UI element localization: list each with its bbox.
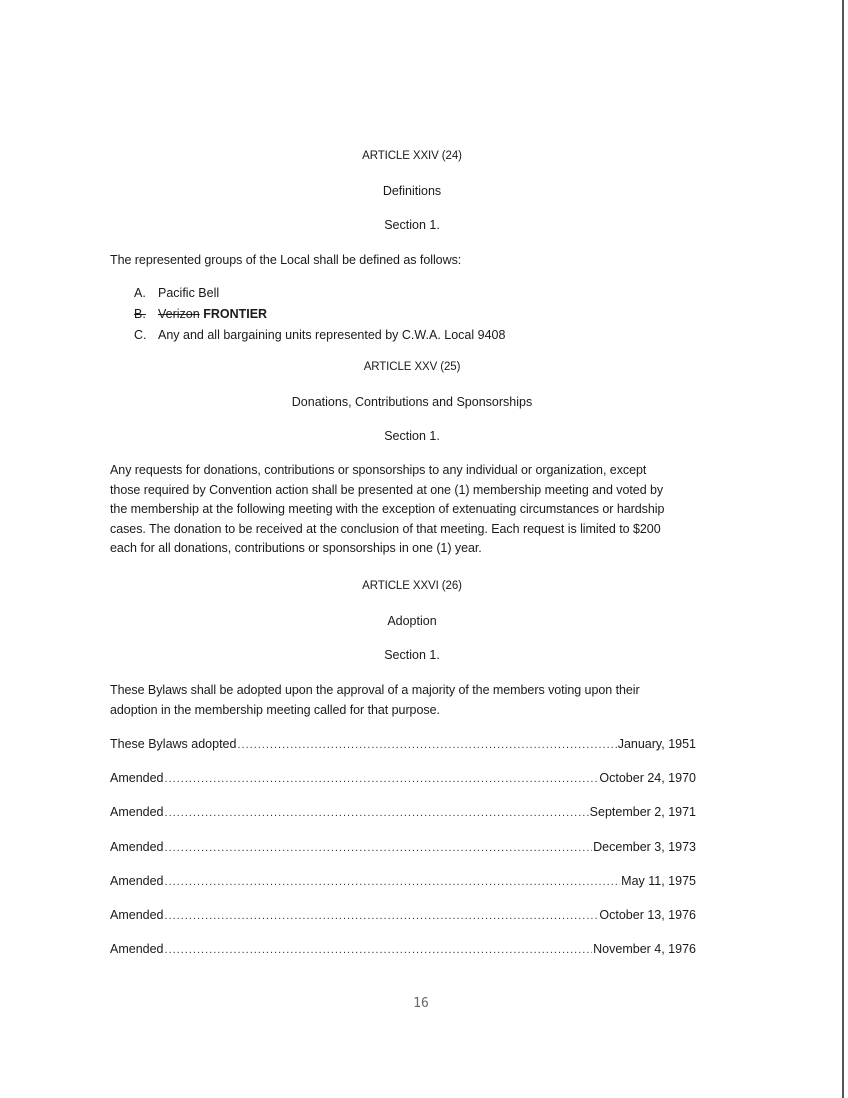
history-label: Amended	[110, 805, 164, 819]
history-label: These Bylaws adopted	[110, 737, 237, 751]
history-row	[110, 805, 696, 823]
struck-text: Verizon	[158, 307, 200, 321]
history-row	[110, 942, 696, 960]
article-24-title: Definitions	[382, 184, 442, 198]
history-label: Amended	[110, 874, 164, 888]
article-26-body	[110, 681, 720, 720]
dot-leader	[165, 842, 593, 854]
paragraph-line: cases. The donation to be received at the conclusion of that meeting. Each request is limited to $200	[110, 521, 661, 536]
paragraph-line: those required by Convention action shall be presented at one (1) membership meeting and voted by	[110, 482, 664, 497]
page-number: 16	[413, 996, 429, 1011]
article-24-section: Section 1.	[384, 218, 440, 232]
article-26-title: Adoption	[387, 614, 437, 628]
dot-leader	[165, 876, 621, 888]
history-date: January, 1951	[617, 737, 696, 751]
history-date: October 13, 1976	[599, 908, 696, 922]
paragraph-line: These Bylaws shall be adopted upon the approval of a majority of the members voting upon their	[110, 683, 640, 697]
list-item-c	[134, 328, 505, 342]
article-25-heading: ARTICLE XXV (25)	[363, 361, 461, 373]
paragraph-line: each for all donations, contributions or sponsorships in one (1) year.	[110, 541, 482, 555]
history-label: Amended	[110, 908, 164, 922]
history-date: October 24, 1970	[599, 771, 696, 785]
article-25-body	[110, 461, 720, 559]
dot-leader	[165, 807, 589, 819]
history-row	[110, 840, 696, 858]
article-25-section: Section 1.	[384, 429, 440, 443]
list-text: Any and all bargaining units represented by C.W.A. Local 9408	[158, 328, 506, 342]
paragraph-line: Any requests for donations, contributions or sponsorships to any individual or organization, except	[110, 463, 647, 477]
history-label: Amended	[110, 771, 164, 785]
history-label: Amended	[110, 840, 164, 854]
page-edge-divider	[842, 0, 844, 1098]
paragraph-line: the membership at the following meeting with the exception of extenuating circumstances or hardship	[110, 502, 665, 516]
article-26-section: Section 1.	[384, 648, 440, 662]
history-date: December 3, 1973	[593, 840, 696, 854]
history-label: Amended	[110, 942, 164, 956]
list-letter: C.	[134, 328, 147, 342]
dot-leader	[165, 944, 593, 956]
article-24-heading: ARTICLE XXIV (24)	[362, 150, 462, 162]
dot-leader	[237, 739, 616, 751]
dot-leader	[165, 910, 599, 922]
paragraph-line: adoption in the membership meeting called for that purpose.	[110, 702, 440, 717]
history-row	[110, 874, 696, 892]
history-date: September 2, 1971	[589, 805, 696, 819]
history-row	[110, 771, 696, 789]
added-text: FRONTIER	[203, 307, 268, 321]
list-item-b	[134, 307, 267, 321]
article-24-intro: The represented groups of the Local shall be defined as follows:	[110, 253, 462, 267]
history-date: November 4, 1976	[593, 942, 696, 956]
history-row	[110, 908, 696, 926]
article-26-heading: ARTICLE XXVI (26)	[362, 580, 462, 592]
list-text: Pacific Bell	[158, 286, 220, 300]
history-row	[110, 737, 696, 755]
dot-leader	[165, 773, 599, 785]
history-date: May 11, 1975	[621, 874, 696, 888]
article-25-title: Donations, Contributions and Sponsorships	[291, 395, 533, 409]
list-item-a	[134, 286, 219, 300]
list-letter: A.	[134, 286, 146, 300]
list-letter: B.	[134, 307, 146, 321]
